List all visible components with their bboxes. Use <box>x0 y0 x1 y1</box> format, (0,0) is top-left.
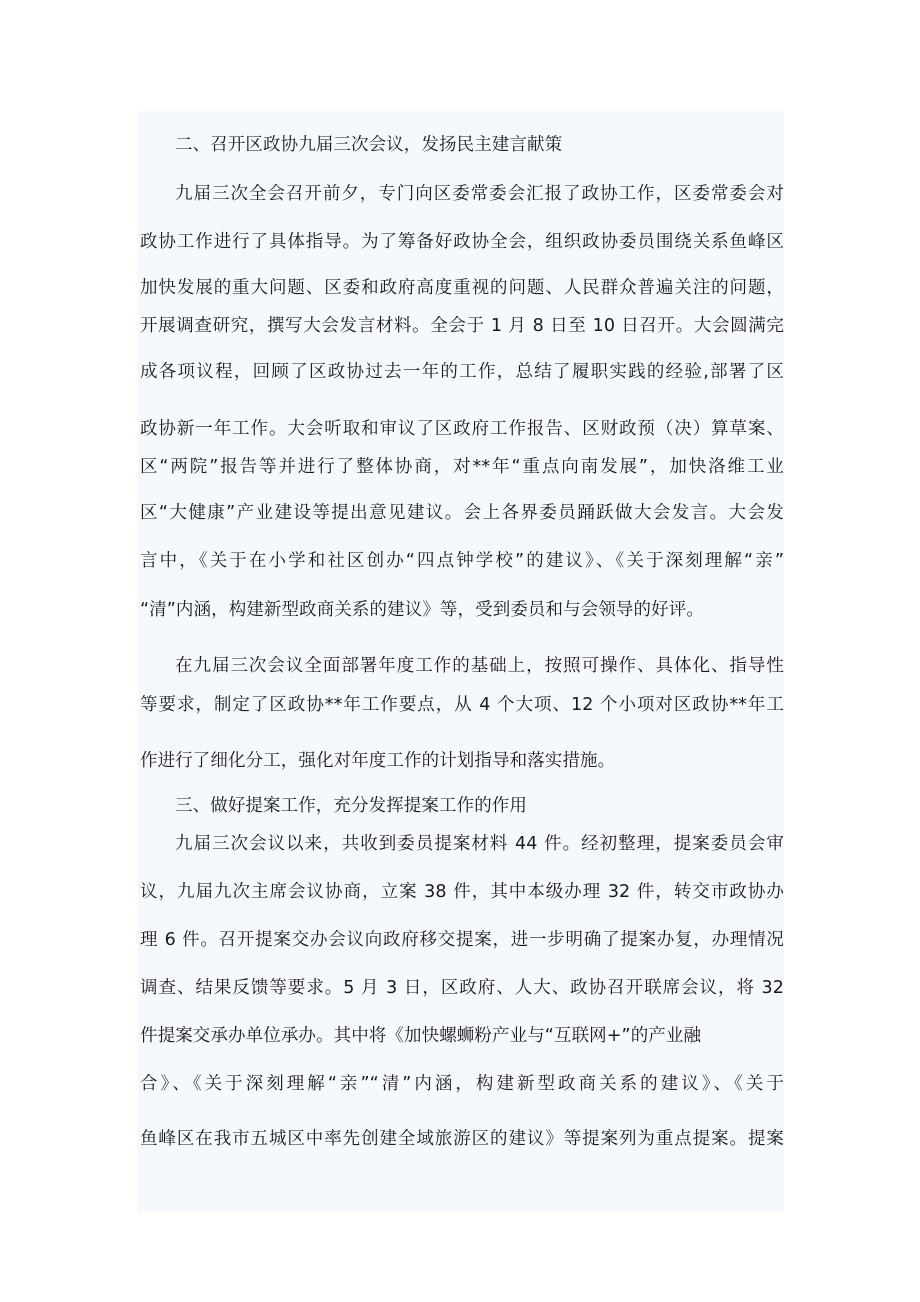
paragraph-line: 言中，《关于在小学和社区创办“四点钟学校”的建议》、《关于深刻理解“亲” <box>140 551 784 571</box>
paragraph-line: 等要求，制定了区政协**年工作要点，从 4 个大项、12 个小项对区政协**年工 <box>140 695 784 715</box>
paragraph-line: 件提案交承办单位承办。其中将《加快螺蛳粉产业与“互联网+”的产业融 <box>140 1026 702 1046</box>
paragraph-line: 政协新一年工作。大会听取和审议了区政府工作报告、区财政预（决）算草案、 <box>140 419 784 439</box>
paragraph-line: 区“大健康”产业建设等提出意见建议。会上各界委员踊跃做大会发言。大会发 <box>140 503 784 523</box>
paragraph-line: 政协工作进行了具体指导。为了筹备好政协全会，组织政协委员围绕关系鱼峰区 <box>140 232 784 252</box>
paragraph-line: “清”内涵，构建新型政商关系的建议》等，受到委员和与会领导的好评。 <box>140 600 704 620</box>
section-heading: 二、召开区政协九届三次会议，发扬民主建言献策 <box>175 135 563 155</box>
paragraph-line: 开展调查研究，撰写大会发言材料。全会于 1 月 8 日至 10 日召开。大会圆满完 <box>140 316 784 336</box>
paragraph-line: 成各项议程，回顾了区政协过去一年的工作，总结了履职实践的经验,部署了区 <box>140 362 784 382</box>
paragraph-line: 理 6 件。召开提案交办会议向政府移交提案，进一步明确了提案办复，办理情况 <box>140 930 784 950</box>
paragraph-line: 作进行了细化分工，强化对年度工作的计划指导和落实措施。 <box>140 751 616 771</box>
paragraph-line: 九届三次会议以来，共收到委员提案材料 44 件。经初整理，提案委员会审 <box>175 834 784 854</box>
paragraph-line: 区“两院”报告等并进行了整体协商，对**年“重点向南发展”，加快洛维工业 <box>140 457 784 477</box>
paragraph-line: 加快发展的重大问题、区委和政府高度重视的问题、人民群众普遍关注的问题， <box>140 278 784 298</box>
paragraph-line: 鱼峰区在我市五城区中率先创建全域旅游区的建议》等提案列为重点提案。提案 <box>140 1129 784 1149</box>
section-heading: 三、做好提案工作，充分发挥提案工作的作用 <box>175 796 527 816</box>
paragraph-line: 议，九届九次主席会议协商，立案 38 件，其中本级办理 32 件，转交市政协办 <box>140 882 784 902</box>
paragraph-line: 调查、结果反馈等要求。5 月 3 日，区政府、人大、政协召开联席会议，将 32 <box>140 978 784 998</box>
paragraph-line: 合》、《关于深刻理解“亲”“清”内涵，构建新型政商关系的建议》、《关于 <box>140 1074 784 1094</box>
paragraph-line: 在九届三次会议全面部署年度工作的基础上，按照可操作、具体化、指导性 <box>175 656 784 676</box>
paragraph-line: 九届三次全会召开前夕，专门向区委常委会汇报了政协工作，区委常委会对 <box>175 184 784 204</box>
